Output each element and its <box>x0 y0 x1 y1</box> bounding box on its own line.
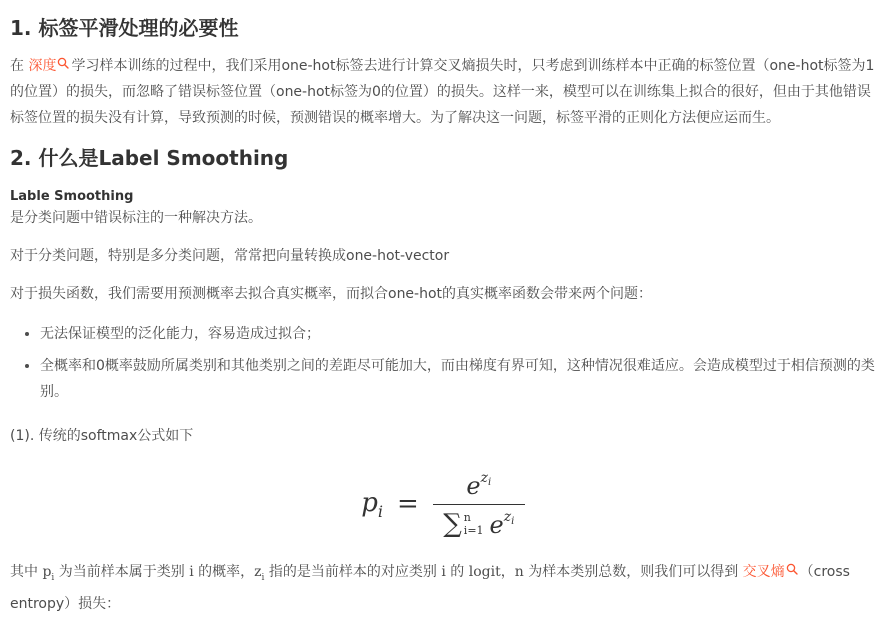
section-heading-necessity: 1. 标签平滑处理的必要性 <box>10 16 239 40</box>
deep-link[interactable]: 深度 <box>28 58 57 74</box>
intro-rest: 学习样本训练的过程中，我们采用one-hot标签去进行计算交叉熵损失时，只考虑到训练样本中正确的标签位置（one-hot标签为1的位置）的损失，而忽略了错误标签位置（one-hot标签为0的位置）的损失。这样一来，模型可以在训练集上拟合的很好，但由于其他错误标签位置的损失没有计算，导致预测的时候，预测错误的概率增大。为了解决这一问题，标签平滑的正则化方法便应运而生。 <box>10 58 875 126</box>
sum-limits: n i=1 <box>463 510 484 537</box>
sum-symbol: ∑ <box>443 508 462 539</box>
formula-equals: = <box>396 489 419 519</box>
intro-paragraph <box>10 53 876 131</box>
definition-text: 是分类问题中错误标注的一种解决方法。 <box>10 210 262 226</box>
softmax-formula <box>10 463 876 545</box>
formula-denominator: ∑ n i=1 $e^{z_i}$ <box>443 508 515 539</box>
problem-list <box>10 321 876 405</box>
search-icon[interactable] <box>57 57 69 69</box>
cross-entropy-link[interactable]: 交叉熵 <box>742 564 785 580</box>
formula-lhs: $p_i$ <box>361 487 383 521</box>
list-item: • 全概率和0概率鼓励所属类别和其他类别之间的差距尽可能加大，而由梯度有界可知，这种情况很难适应。会造成模型过于相信预测的类别。 <box>40 353 876 405</box>
softmax-intro: (1). 传统的softmax公式如下 <box>10 428 194 444</box>
section-heading-what-is: 2. 什么是Label Smoothing <box>10 146 289 170</box>
search-icon[interactable] <box>786 563 798 575</box>
formula-numerator: $e^{z_i}$ <box>466 469 492 500</box>
list-item: • 无法保证模型的泛化能力，容易造成过拟合； <box>40 321 876 347</box>
explanation-paragraph: 其中 $p_i$ 为当前样本属于类别 i 的概率，$z_i$ 指的是当前样本的对应类别 i 的 logit，n 为样本类别总数，则我们可以得到 交叉熵 （cross entropy）损失： <box>10 564 850 612</box>
formula-fraction <box>433 470 525 539</box>
intro-prefix: 在 <box>10 58 29 74</box>
loss-paragraph: 对于损失函数，我们需要用预测概率去拟合真实概率，而拟合one-hot的真实概率函数会带来两个问题： <box>10 286 653 302</box>
bold-title: Lable Smoothing <box>10 189 134 204</box>
onehot-paragraph: 对于分类问题，特别是多分类问题，常常把向量转换成one-hot-vector <box>10 248 450 264</box>
